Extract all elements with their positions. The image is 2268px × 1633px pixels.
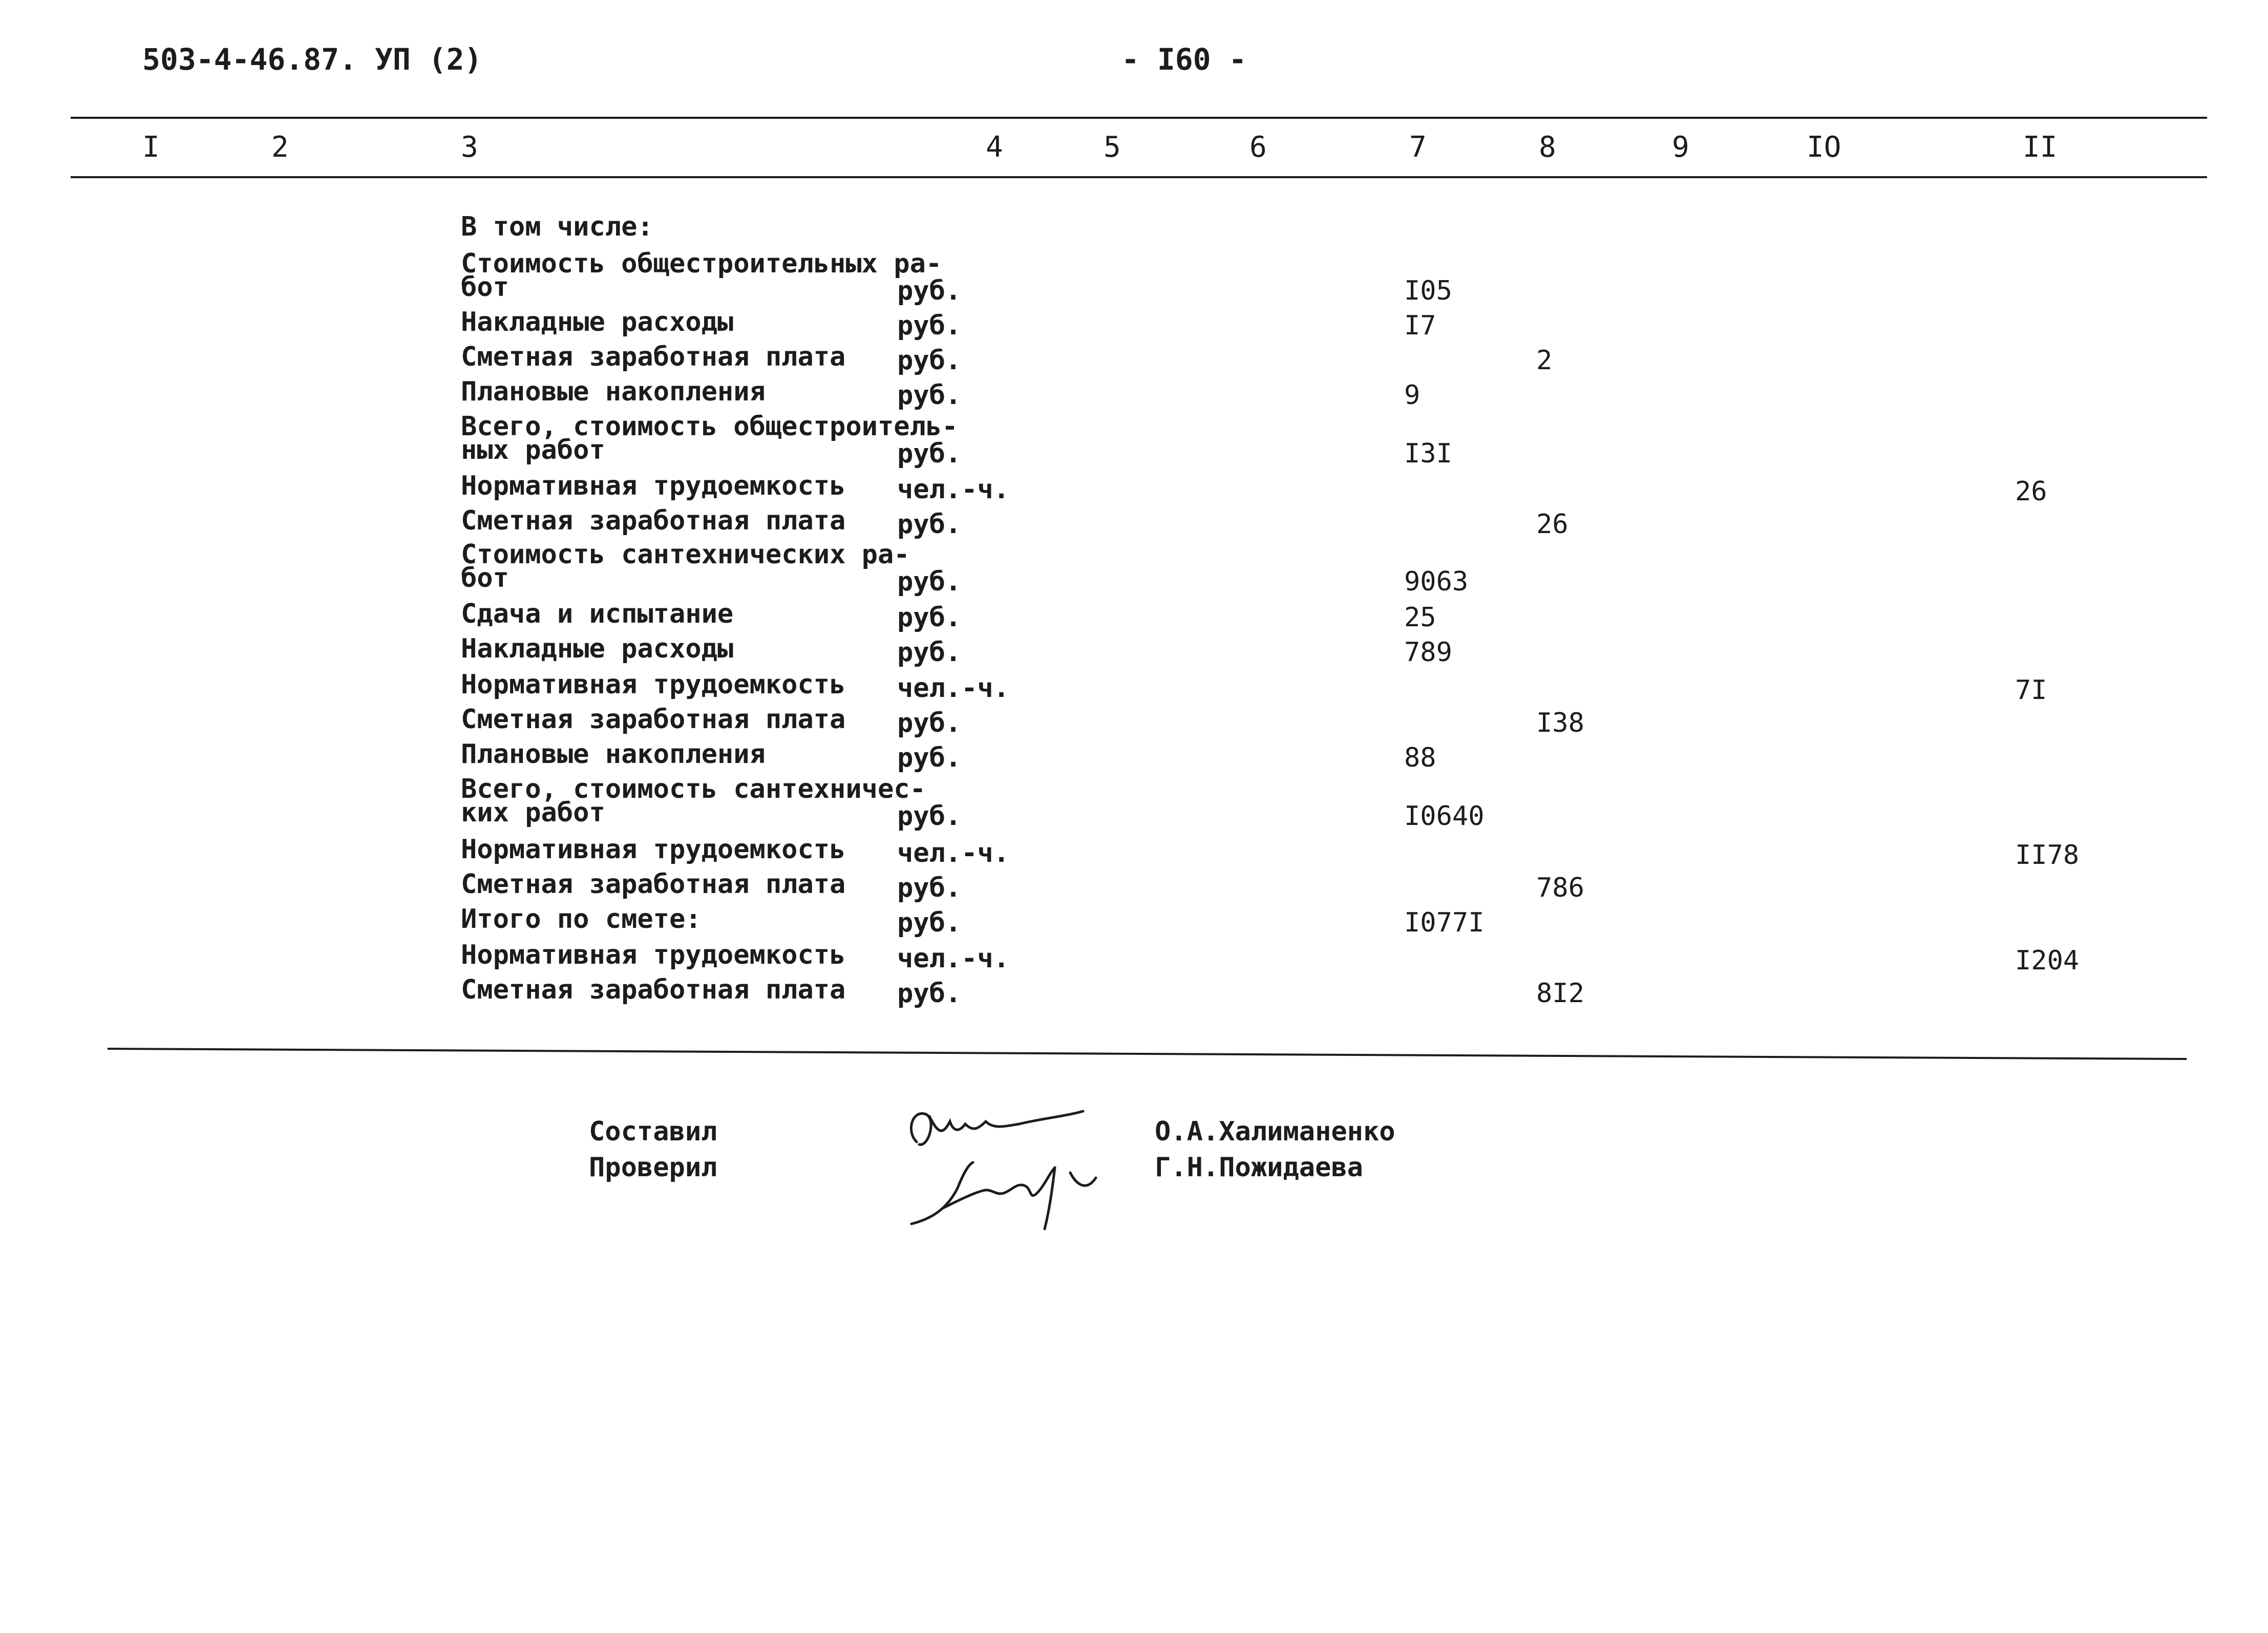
column-number: 9	[1672, 131, 1689, 164]
row-unit: руб.	[897, 566, 962, 597]
row-unit: руб.	[897, 602, 962, 633]
row-value-col7: 25	[1404, 602, 1436, 633]
table-row-description	[461, 904, 702, 935]
column-number: 5	[1104, 131, 1121, 164]
column-number: 2	[271, 131, 289, 164]
page-number: - I60 -	[1121, 42, 1247, 77]
table-row-description	[461, 211, 653, 242]
row-value-col7: 88	[1404, 743, 1436, 773]
table-header-rule	[71, 176, 2207, 178]
row-value-col8: 2	[1536, 345, 1553, 376]
description-line: Накладные расходы	[461, 633, 734, 664]
description-line: Сметная заработная плата	[461, 505, 846, 536]
row-value-col7: I077I	[1404, 907, 1485, 938]
column-number: 6	[1249, 131, 1267, 164]
column-number: 3	[461, 131, 478, 164]
row-value-col7: 9	[1404, 380, 1421, 411]
row-value-col7: I7	[1404, 310, 1436, 341]
table-row-description	[461, 471, 846, 501]
description-line: Сдача и испытание	[461, 599, 734, 629]
checker-signature	[901, 1152, 1106, 1239]
table-row-description	[461, 869, 846, 900]
row-value-col8: 786	[1536, 873, 1584, 903]
description-line: Нормативная трудоемкость	[461, 669, 846, 700]
table-row-description	[461, 633, 734, 664]
row-unit: руб.	[897, 708, 962, 738]
row-unit: руб.	[897, 438, 962, 469]
row-unit: руб.	[897, 907, 962, 938]
description-line: Нормативная трудоемкость	[461, 834, 846, 865]
column-number: 8	[1539, 131, 1556, 164]
table-row-description	[461, 599, 734, 629]
row-unit: руб.	[897, 873, 962, 903]
description-line: В том числе:	[461, 211, 653, 242]
table-row-description	[461, 774, 926, 828]
column-number: IO	[1807, 131, 1841, 164]
row-value-col8: I38	[1536, 708, 1584, 738]
description-line: Сметная заработная плата	[461, 974, 846, 1005]
row-value-col8: 26	[1536, 509, 1568, 540]
table-top-rule	[71, 117, 2207, 119]
document-code: 503-4-46.87. УП (2)	[142, 42, 482, 77]
description-line: Стоимость сантехнических ра-	[461, 539, 910, 570]
row-unit: руб.	[897, 743, 962, 773]
row-unit: чел.-ч.	[897, 673, 1010, 704]
table-row-description	[461, 307, 734, 337]
table-row-description	[461, 505, 846, 536]
row-unit: руб.	[897, 637, 962, 668]
description-line: Нормативная трудоемкость	[461, 471, 846, 501]
column-number: 7	[1409, 131, 1427, 164]
row-value-col7: I05	[1404, 275, 1452, 306]
checked-by-label: Проверил	[589, 1152, 717, 1183]
description-line: Итого по смете:	[461, 904, 702, 935]
column-number: 4	[986, 131, 1003, 164]
column-number: II	[2023, 131, 2058, 164]
row-unit: чел.-ч.	[897, 474, 1010, 505]
compiler-signature	[901, 1101, 1096, 1157]
description-line: Стоимость общестроительных ра-	[461, 248, 942, 279]
row-unit: руб.	[897, 509, 962, 540]
row-value-col11: 26	[2015, 476, 2047, 507]
row-value-col11: II78	[2015, 840, 2080, 871]
column-number: I	[142, 131, 160, 164]
table-row-description	[461, 669, 846, 700]
row-unit: руб.	[897, 801, 962, 832]
description-line: ких работ	[461, 797, 605, 828]
table-row-description	[461, 834, 846, 865]
row-unit: чел.-ч.	[897, 943, 1010, 974]
checked-by-name: Г.Н.Пожидаева	[1155, 1152, 1363, 1183]
compiled-by-name: О.А.Халиманенко	[1155, 1116, 1395, 1147]
description-line: бот	[461, 563, 509, 593]
row-unit: руб.	[897, 345, 962, 376]
table-row-description	[461, 974, 846, 1005]
row-unit: руб.	[897, 978, 962, 1009]
description-line: Накладные расходы	[461, 307, 734, 337]
row-value-col7: I0640	[1404, 801, 1485, 832]
row-value-col7: 9063	[1404, 566, 1469, 597]
compiled-by-label: Составил	[589, 1116, 717, 1147]
description-line: ных работ	[461, 435, 605, 465]
table-row-description	[461, 940, 846, 970]
description-line: Нормативная трудоемкость	[461, 940, 846, 970]
description-line: бот	[461, 272, 509, 303]
row-unit: руб.	[897, 380, 962, 411]
description-line: Всего, стоимость сантехничес-	[461, 774, 926, 804]
description-line: Плановые накопления	[461, 376, 766, 407]
row-value-col11: I204	[2015, 945, 2080, 976]
table-row-description	[461, 539, 910, 593]
description-line: Сметная заработная плата	[461, 869, 846, 900]
row-value-col7: 789	[1404, 637, 1452, 668]
description-line: Плановые накопления	[461, 739, 766, 770]
row-unit: руб.	[897, 310, 962, 341]
row-unit: руб.	[897, 275, 962, 306]
table-row-description	[461, 704, 846, 735]
row-unit: чел.-ч.	[897, 838, 1010, 868]
table-row-description	[461, 342, 846, 372]
row-value-col7: I3I	[1404, 438, 1452, 469]
row-value-col8: 8I2	[1536, 978, 1584, 1009]
row-value-col11: 7I	[2015, 675, 2047, 706]
description-line: Всего, стоимость общестроитель-	[461, 411, 958, 442]
table-row-description	[461, 248, 942, 303]
table-row-description	[461, 376, 766, 407]
description-line: Сметная заработная плата	[461, 704, 846, 735]
description-line: Сметная заработная плата	[461, 342, 846, 372]
table-row-description	[461, 411, 958, 465]
table-row-description	[461, 739, 766, 770]
table-bottom-rule	[102, 1045, 2192, 1065]
